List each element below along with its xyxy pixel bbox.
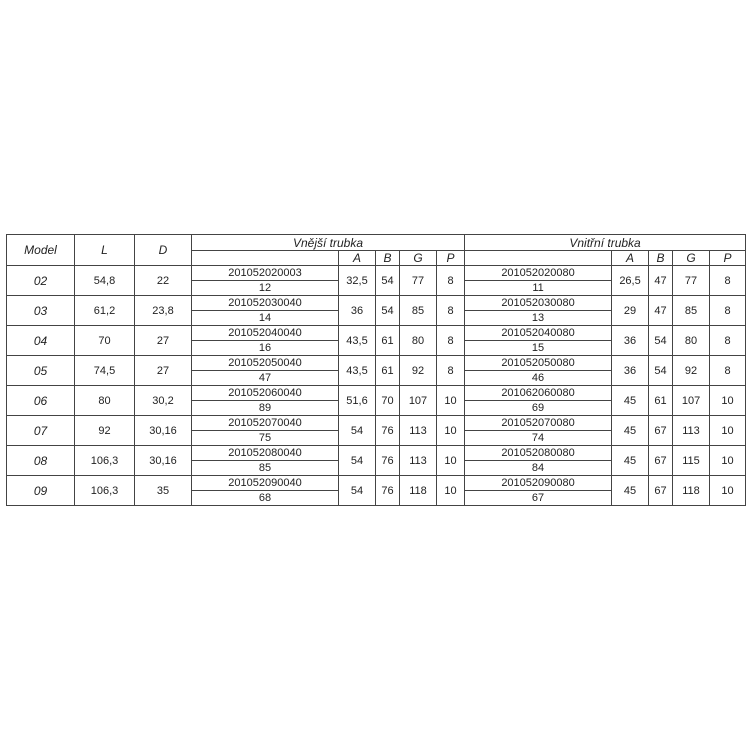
inner-code-suffix-cell: 84 [465, 461, 612, 476]
inner-g-cell: 77 [673, 266, 710, 296]
inner-p-cell: 10 [710, 446, 746, 476]
header-outer-a: A [339, 251, 376, 266]
header-outer-code [192, 251, 339, 266]
inner-b-cell: 67 [649, 476, 673, 506]
inner-p-cell: 10 [710, 386, 746, 416]
inner-a-cell: 36 [612, 356, 649, 386]
outer-a-cell: 51,6 [339, 386, 376, 416]
l-cell: 106,3 [75, 476, 135, 506]
inner-code-cell: 201052070080 [465, 416, 612, 431]
inner-g-cell: 118 [673, 476, 710, 506]
outer-code-cell: 201052080040 [192, 446, 339, 461]
outer-code-suffix-cell: 12 [192, 281, 339, 296]
outer-a-cell: 36 [339, 296, 376, 326]
spec-table [6, 234, 746, 506]
outer-p-cell: 10 [437, 476, 465, 506]
inner-g-cell: 85 [673, 296, 710, 326]
outer-b-cell: 61 [376, 356, 400, 386]
outer-b-cell: 70 [376, 386, 400, 416]
inner-b-cell: 54 [649, 326, 673, 356]
outer-code-suffix-cell: 85 [192, 461, 339, 476]
outer-p-cell: 8 [437, 266, 465, 296]
inner-code-suffix-cell: 74 [465, 431, 612, 446]
model-cell: 04 [7, 326, 75, 356]
inner-code-cell: 201052090080 [465, 476, 612, 491]
outer-b-cell: 76 [376, 446, 400, 476]
outer-code-cell: 201052060040 [192, 386, 339, 401]
outer-p-cell: 8 [437, 326, 465, 356]
header-inner-p: P [710, 251, 746, 266]
inner-code-cell: 201052080080 [465, 446, 612, 461]
model-cell: 02 [7, 266, 75, 296]
inner-a-cell: 45 [612, 476, 649, 506]
table-row [7, 266, 746, 281]
inner-a-cell: 45 [612, 416, 649, 446]
header-inner-code [465, 251, 612, 266]
l-cell: 61,2 [75, 296, 135, 326]
inner-b-cell: 47 [649, 266, 673, 296]
inner-b-cell: 67 [649, 446, 673, 476]
outer-code-suffix-cell: 68 [192, 491, 339, 506]
header-inner-g: G [673, 251, 710, 266]
l-cell: 106,3 [75, 446, 135, 476]
table-row [7, 386, 746, 401]
d-cell: 30,16 [135, 446, 192, 476]
header-inner-tube: Vnitřní trubka [465, 235, 746, 251]
model-cell: 09 [7, 476, 75, 506]
outer-g-cell: 113 [400, 416, 437, 446]
inner-a-cell: 29 [612, 296, 649, 326]
outer-p-cell: 10 [437, 416, 465, 446]
inner-p-cell: 10 [710, 416, 746, 446]
header-outer-b: B [376, 251, 400, 266]
outer-g-cell: 118 [400, 476, 437, 506]
inner-code-cell: 201052020080 [465, 266, 612, 281]
inner-g-cell: 115 [673, 446, 710, 476]
inner-a-cell: 26,5 [612, 266, 649, 296]
outer-p-cell: 8 [437, 296, 465, 326]
header-inner-b: B [649, 251, 673, 266]
header-row-groups [7, 235, 746, 251]
table-row [7, 326, 746, 341]
d-cell: 27 [135, 356, 192, 386]
outer-g-cell: 77 [400, 266, 437, 296]
inner-a-cell: 45 [612, 386, 649, 416]
inner-b-cell: 61 [649, 386, 673, 416]
outer-g-cell: 107 [400, 386, 437, 416]
inner-p-cell: 10 [710, 476, 746, 506]
l-cell: 54,8 [75, 266, 135, 296]
outer-code-cell: 201052040040 [192, 326, 339, 341]
inner-b-cell: 67 [649, 416, 673, 446]
inner-code-suffix-cell: 69 [465, 401, 612, 416]
header-inner-a: A [612, 251, 649, 266]
outer-code-cell: 201052070040 [192, 416, 339, 431]
header-l: L [75, 235, 135, 266]
outer-g-cell: 92 [400, 356, 437, 386]
outer-code-cell: 201052090040 [192, 476, 339, 491]
inner-g-cell: 113 [673, 416, 710, 446]
d-cell: 23,8 [135, 296, 192, 326]
outer-a-cell: 43,5 [339, 356, 376, 386]
model-cell: 07 [7, 416, 75, 446]
inner-a-cell: 36 [612, 326, 649, 356]
outer-code-cell: 201052020003 [192, 266, 339, 281]
outer-code-suffix-cell: 14 [192, 311, 339, 326]
table-row [7, 416, 746, 431]
model-cell: 06 [7, 386, 75, 416]
outer-p-cell: 10 [437, 446, 465, 476]
outer-g-cell: 85 [400, 296, 437, 326]
inner-code-suffix-cell: 11 [465, 281, 612, 296]
outer-b-cell: 54 [376, 296, 400, 326]
inner-code-suffix-cell: 46 [465, 371, 612, 386]
inner-a-cell: 45 [612, 446, 649, 476]
inner-code-suffix-cell: 15 [465, 341, 612, 356]
inner-g-cell: 92 [673, 356, 710, 386]
header-outer-tube: Vnější trubka [192, 235, 465, 251]
outer-code-suffix-cell: 75 [192, 431, 339, 446]
inner-code-suffix-cell: 67 [465, 491, 612, 506]
inner-code-cell: 201052030080 [465, 296, 612, 311]
table-row [7, 446, 746, 461]
model-cell: 08 [7, 446, 75, 476]
outer-a-cell: 43,5 [339, 326, 376, 356]
inner-code-suffix-cell: 13 [465, 311, 612, 326]
outer-code-cell: 201052050040 [192, 356, 339, 371]
d-cell: 22 [135, 266, 192, 296]
model-cell: 03 [7, 296, 75, 326]
inner-p-cell: 8 [710, 326, 746, 356]
outer-a-cell: 54 [339, 446, 376, 476]
outer-b-cell: 54 [376, 266, 400, 296]
inner-g-cell: 80 [673, 326, 710, 356]
outer-b-cell: 76 [376, 476, 400, 506]
inner-b-cell: 47 [649, 296, 673, 326]
d-cell: 30,16 [135, 416, 192, 446]
table-body [7, 235, 746, 506]
outer-a-cell: 54 [339, 416, 376, 446]
outer-a-cell: 32,5 [339, 266, 376, 296]
model-cell: 05 [7, 356, 75, 386]
l-cell: 80 [75, 386, 135, 416]
inner-code-cell: 201052040080 [465, 326, 612, 341]
d-cell: 30,2 [135, 386, 192, 416]
inner-p-cell: 8 [710, 356, 746, 386]
header-outer-g: G [400, 251, 437, 266]
outer-code-suffix-cell: 16 [192, 341, 339, 356]
inner-code-cell: 201052050080 [465, 356, 612, 371]
header-d: D [135, 235, 192, 266]
l-cell: 92 [75, 416, 135, 446]
outer-g-cell: 80 [400, 326, 437, 356]
inner-code-cell: 201062060080 [465, 386, 612, 401]
outer-p-cell: 8 [437, 356, 465, 386]
header-model: Model [7, 235, 75, 266]
d-cell: 35 [135, 476, 192, 506]
outer-b-cell: 61 [376, 326, 400, 356]
outer-g-cell: 113 [400, 446, 437, 476]
table-row [7, 476, 746, 491]
outer-a-cell: 54 [339, 476, 376, 506]
outer-code-cell: 201052030040 [192, 296, 339, 311]
outer-code-suffix-cell: 47 [192, 371, 339, 386]
inner-g-cell: 107 [673, 386, 710, 416]
table-row [7, 296, 746, 311]
inner-p-cell: 8 [710, 296, 746, 326]
inner-p-cell: 8 [710, 266, 746, 296]
l-cell: 74,5 [75, 356, 135, 386]
outer-b-cell: 76 [376, 416, 400, 446]
outer-code-suffix-cell: 89 [192, 401, 339, 416]
inner-b-cell: 54 [649, 356, 673, 386]
header-outer-p: P [437, 251, 465, 266]
d-cell: 27 [135, 326, 192, 356]
l-cell: 70 [75, 326, 135, 356]
outer-p-cell: 10 [437, 386, 465, 416]
table-row [7, 356, 746, 371]
